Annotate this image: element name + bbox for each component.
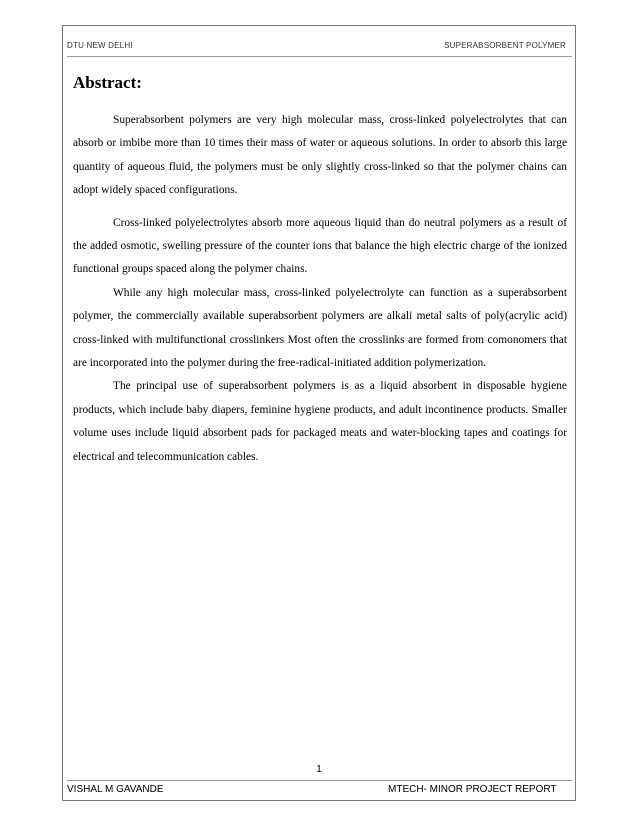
section-title: Abstract: [73,73,142,92]
header-rule [67,56,572,57]
footer-rule [67,780,572,781]
paragraph-4: The principal use of superabsorbent polymers is as a liquid absorbent in disposable hygiene products, which include baby diapers, feminine hygiene products, and adult incontinence products. Smaller volume uses include liquid absorbent pads for packaged meats and water-blocking tapes and coatings for electrical and telecommunication cables. [73,380,567,463]
page-number: 1 [316,764,322,775]
footer-report-type: MTECH- MINOR PROJECT REPORT [388,784,557,795]
paragraph-1: Superabsorbent polymers are very high molecular mass, cross-linked polyelectrolytes that can absorb or imbibe more than 10 times their mass of water or aqueous solutions. In order to absorb this large quantity of aqueous fluid, the polymers must be only slightly cross-linked so that the polymer chains can adopt widely spaced configurations. [73,114,567,197]
header-institution: DTU NEW DELHI [67,41,133,50]
paragraph-2: Cross-linked polyelectrolytes absorb more aqueous liquid than do neutral polymers as a result of the added osmotic, swelling pressure of the counter ions that balance the high electric charge of the ionized functional groups spaced along the polymer chains. [73,216,567,276]
paragraph-3: While any high molecular mass, cross-linked polyelectrolyte can function as a superabsorbent polymer, the commercially available superabsorbent polymers are alkali metal salts of poly(acrylic acid) cross-linked with multifunctional crosslinkers Most often the crosslinks are formed from comonomers that are incorporated into the polymer during the free-radical-initiated addition polymerization. [73,286,567,370]
header-topic: SUPERABSORBENT POLYMER [444,41,566,50]
abstract-body [73,109,567,469]
footer-author: VISHAL M GAVANDE [67,784,164,795]
